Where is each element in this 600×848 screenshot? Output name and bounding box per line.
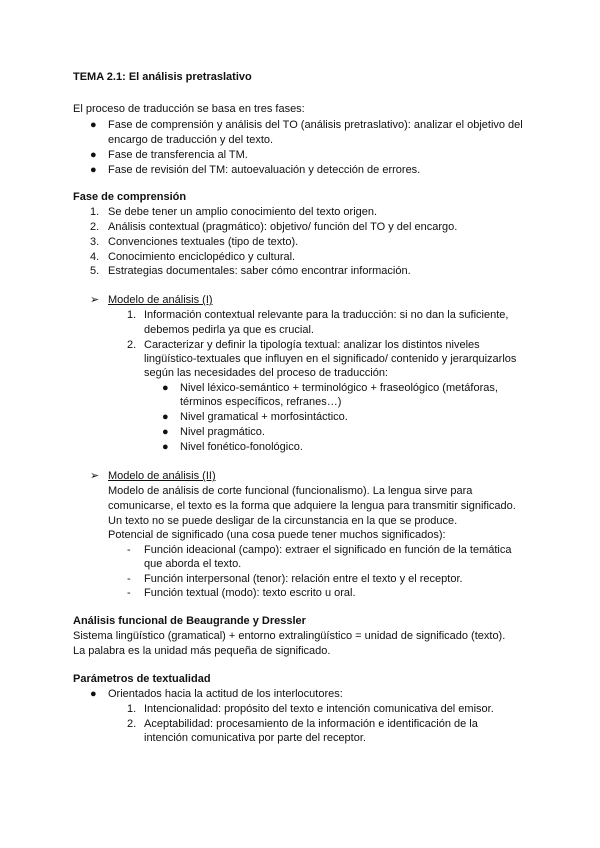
bullet-marker: ● <box>162 411 169 423</box>
bullet-marker: ● <box>90 119 97 131</box>
list-item: Se debe tener un amplio conocimiento del texto origen. <box>108 206 378 218</box>
paragraph-line: Sistema lingüístico (gramatical) + entorno extralingüístico = unidad de significado (texto). <box>73 630 506 642</box>
list-item: Nivel fonético-fonológico. <box>180 441 303 453</box>
list-item: Caracterizar y definir la tipología textual: analizar los distintos niveles <box>144 339 480 351</box>
paragraph-line: comunicarse, el texto es la forma que adquiere la lengua para transmitir significado. <box>108 500 516 512</box>
list-item: lingüístico-textuales que influyen en el significado/ contenido y jerarquizarlos <box>144 353 517 365</box>
list-item: Función interpersonal (tenor): relación entre el texto y el receptor. <box>144 573 463 585</box>
list-item: Fase de transferencia al TM. <box>108 149 248 161</box>
list-item: Nivel pragmático. <box>180 426 265 438</box>
list-item: Estrategias documentales: saber cómo encontrar información. <box>108 265 411 277</box>
subsection-heading: Modelo de análisis (II) <box>108 470 216 482</box>
number-marker: 1. <box>127 309 137 321</box>
section-heading: Análisis funcional de Beaugrande y Dressler <box>73 615 306 627</box>
bullet-marker: ● <box>162 426 169 438</box>
list-item: Función ideacional (campo): extraer el significado en función de la temática <box>144 544 512 556</box>
dash-marker: - <box>127 573 131 585</box>
paragraph-line: Modelo de análisis de corte funcional (funcionalismo). La lengua sirve para <box>108 485 473 497</box>
list-item: Información contextual relevante para la traducción: si no dan la suficiente, <box>144 309 509 321</box>
number-marker: 2. <box>90 221 100 233</box>
list-item: Función textual (modo): texto escrito u oral. <box>144 587 356 599</box>
list-item: Convenciones textuales (tipo de texto). <box>108 236 299 248</box>
list-item: encargo de traducción y del texto. <box>108 134 274 146</box>
paragraph-line: Potencial de significado (una cosa puede tener muchos significados): <box>108 529 446 541</box>
section-heading: Fase de comprensión <box>73 191 187 203</box>
bullet-marker: ● <box>90 164 97 176</box>
list-item: Fase de revisión del TM: autoevaluación y detección de errores. <box>108 164 421 176</box>
list-item: Aceptabilidad: procesamiento de la información e identificación de la <box>144 718 478 730</box>
list-item: Nivel gramatical + morfosintáctico. <box>180 411 348 423</box>
subsection-heading: Modelo de análisis (I) <box>108 294 213 306</box>
paragraph-line: La palabra es la unidad más pequeña de significado. <box>73 645 331 657</box>
list-item: intención comunicativa por parte del receptor. <box>144 732 366 744</box>
list-item: Nivel léxico-semántico + terminológico + fraseológico (metáforas, <box>180 382 498 394</box>
list-item: Fase de comprensión y análisis del TO (análisis pretraslativo): analizar el objetivo del <box>108 119 523 131</box>
number-marker: 5. <box>90 265 100 277</box>
list-item: debemos pedirla ya que es crucial. <box>144 324 314 336</box>
number-marker: 1. <box>127 703 137 715</box>
list-item: Intencionalidad: propósito del texto e intención comunicativa del emisor. <box>144 703 494 715</box>
dash-marker: - <box>127 544 131 556</box>
list-item: según las necesidades del proceso de traducción: <box>144 367 388 379</box>
list-item: Orientados hacia la actitud de los interlocutores: <box>108 688 343 700</box>
intro-text: El proceso de traducción se basa en tres fases: <box>73 103 305 115</box>
dash-marker: - <box>127 587 131 599</box>
list-item: Conocimiento enciclopédico y cultural. <box>108 251 296 263</box>
page-title: TEMA 2.1: El análisis pretraslativo <box>73 71 252 83</box>
arrow-bullet-icon: ➢ <box>90 470 100 482</box>
number-marker: 2. <box>127 718 137 730</box>
list-item: Análisis contextual (pragmático): objetivo/ función del TO y del encargo. <box>108 221 458 233</box>
number-marker: 2. <box>127 339 137 351</box>
arrow-bullet-icon: ➢ <box>90 294 100 306</box>
number-marker: 4. <box>90 251 100 263</box>
section-heading: Parámetros de textualidad <box>73 673 211 685</box>
paragraph-line: Un texto no se puede desligar de la circunstancia en la que se produce. <box>108 515 458 527</box>
list-item: términos específicos, refranes…) <box>180 396 342 408</box>
bullet-marker: ● <box>162 441 169 453</box>
list-item: que aborda el texto. <box>144 558 242 570</box>
bullet-marker: ● <box>162 382 169 394</box>
number-marker: 1. <box>90 206 100 218</box>
bullet-marker: ● <box>90 688 97 700</box>
bullet-marker: ● <box>90 149 97 161</box>
number-marker: 3. <box>90 236 100 248</box>
